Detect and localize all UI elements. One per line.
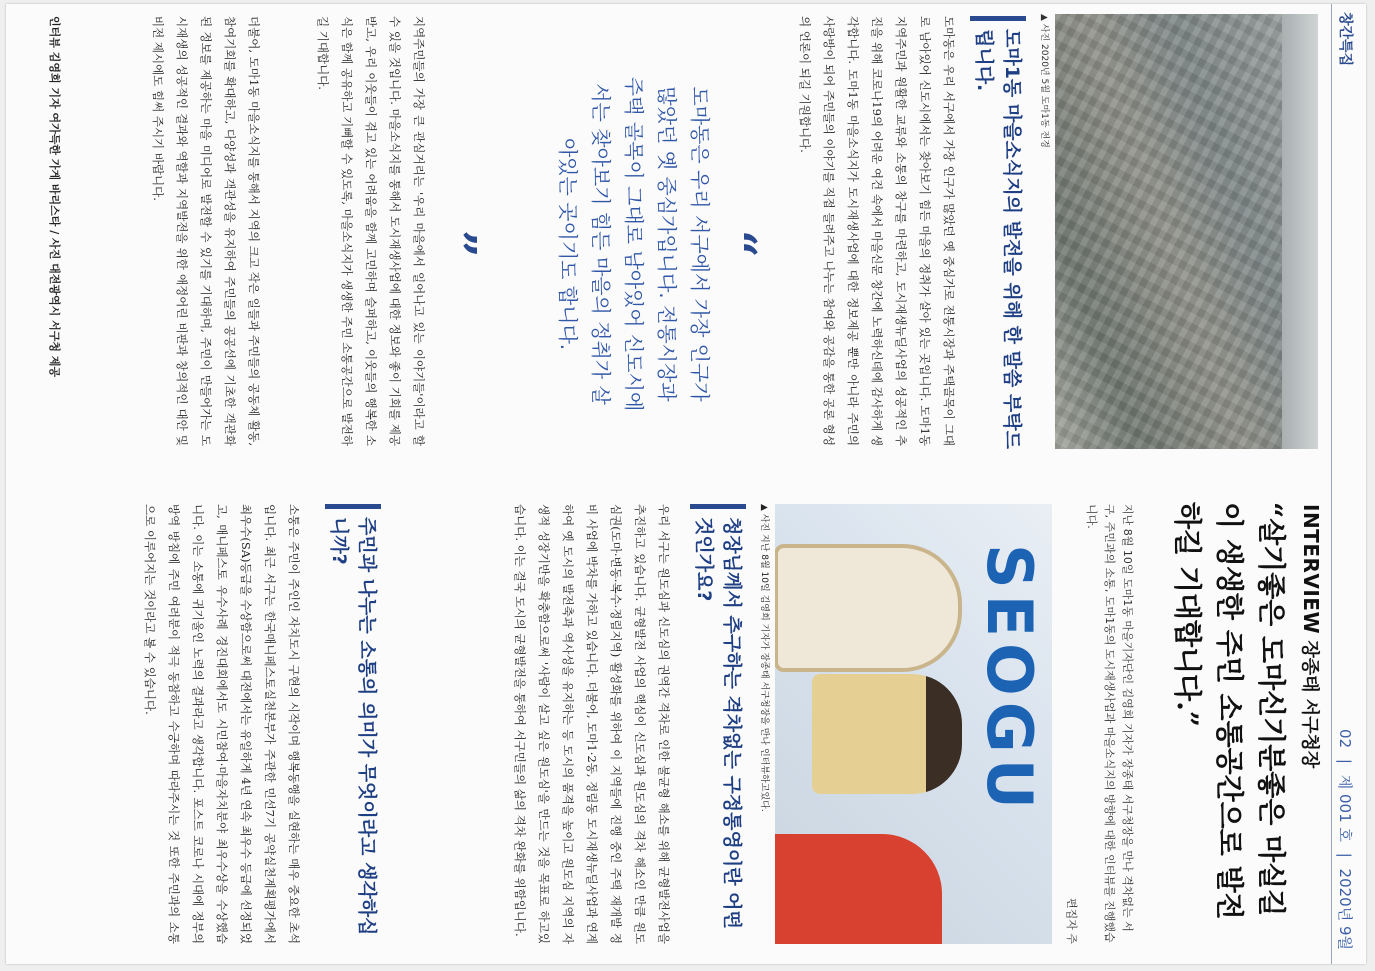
- page-number: 02: [1336, 729, 1354, 749]
- interview-lead: 지난 8월 10일 도마1동 마을기자단인 김영희 기자가 장종태 서구청장을 만나 격차없는 서구, 주민과의 소통, 도마1동의 도시재생사업과 마을소식지의 방향에 대한 인터뷰를 진행했습니다. 편집자 주: [1062, 504, 1136, 944]
- section3-heading: 주민과 나누는 소통의 의미가 무엇이라고 생각하십니까?: [325, 504, 381, 937]
- credit-line: 인터뷰 김영희 기자 여가득한 가게 바리스타 / 사진 대전광역시 서구청 제공: [48, 16, 61, 378]
- section-label: 창간특집: [1337, 12, 1353, 67]
- section1-end: 더불어, 도마1동 마을소식지를 통해서 지역의 크고 작은 일들과 주민들의 공동체 활동, 참여기회를 확대하고, 다양성과 객관성을 유지하여 주민들의 공공선에 기초한 객관화된 정보를 제공하는 마을 미디어로 발전할 수 있기를 기대하며, 주민이 만들어가는 도시재생의 성공적인 결과와 역할과 지역발전을 위한 애정어린 비판과 창의적인 대안 및 비전 제시에도 힘써 주시기 바랍니다.: [151, 16, 261, 446]
- aerial-caption: ▲ 사진 2020년 5월 도마1동 전경: [1039, 14, 1049, 148]
- header-divider: [1331, 4, 1332, 964]
- close-quote-icon: ”: [430, 230, 486, 258]
- interview-label: [1298, 504, 1324, 768]
- section3-body: 소통은 주민이 주인인 자치도시 구현의 시작이며 행복동행을 실현하는 매우 중요한 초석입니다. 최근 서구는 한국매니페스토실천본부가 주관한 민선7기 공약실천계획평가에서 최우수(SA)등급을 수상함으로써 대전에서는 유일하게 4년 연속 최우수 등급에 선정되었고, 매니페스토 우수사례 경진대회에서도 시민참여·마을자치분야 최우수상을 수상했습니다. 이는 소통에 귀기울인 노력의 결과라고 생각합니다. 포스트 코로나 시대에 정부의 방역 방침에 주민 여러분이 적극 동참하고 수긍하며 따라주시는 것 또한 주민과의 소통으로 이루어지는 것이라고 볼 수 있습니다.: [143, 504, 301, 944]
- issue-number: 제 001 호: [1336, 774, 1354, 842]
- open-quote-icon: “: [710, 230, 766, 258]
- issue-date: 2020년 9월: [1336, 868, 1354, 950]
- issue-info: 02 | 제 001 호 | 2020년 9월: [1336, 729, 1354, 950]
- section1-continued: 지역주민들의 가장 큰 관심거리는 '우리 마을에서 일어나고 있는 이야기들'이라고 할 수 있을 것입니다. 마을소식지를 통해서 도시재생사업에 대한 정보와 좋이 기회를 제공 받고, 우리 이웃들이 겪고 있는 어려움을 함께 고민하며 슬퍼하고, 이웃들의 행복한 소식은 함께 공유하고 기뻐할 수 있도록, 마을소식지가 생생한 주민 소통공간으로 발전하길 기대합니다.: [316, 16, 426, 446]
- interview-photo-caption: ▲ 사진 지난 8월 10일 김영희 기자가 장종태 서구청장을 만나 인터뷰하고있다.: [759, 504, 769, 812]
- section1-heading: 도마1동 마을소식지의 발전을 위해 한 말씀 부탁드립니다.: [970, 16, 1026, 449]
- interview-title: “살기좋은 도마신기분좋은 마실길이 생생한 주민 소통공간으로 발전하길 기대합니다.”: [1171, 502, 1288, 920]
- chair-shape: [775, 544, 962, 672]
- section1-body: 도마동은 우리 서구에서 가장 인구가 많았던 옛 중심가로 전통시장과 주택골목이 그대로 남아있어 신도시에서는 찾아보기 힘든 마을의 정취가 살아 있는 곳입니다. 도마1동 지역주민과 원활한 교류와 소통의 창구를 마련하고, 도시재생뉴딜사업의 성공적인 추진을 위해 코로나19의 어려운 여건 속에서 마을신문 창간에 노력하신데에 감사하게 생각합니다. 도마1동 마을소식지가 도시재생사업에 대한 정보제공 뿐만 아니라 주민의 사랑방이 되어 주민들의 이야기를 직접 들려주고 나누는 참여와 공감을 통한 공론 형성의 언론이 되길 기원합니다.: [798, 16, 956, 446]
- interviewee: 장종태 서구청장: [1299, 640, 1320, 769]
- aerial-photo: [1055, 14, 1318, 449]
- reporter-figure: [775, 834, 942, 944]
- section2-heading: 청장님께서 추구하는 격차없는 구정통영이란 어떤 것인가요?: [690, 504, 746, 937]
- pull-quote: 도마동은 우리 서구에서 가장 인구가 많았던 옛 중심가입니다. 전통시장과 주택 골목이 그대로 남아있어 신도시에서는 찾아보기 힘든 마을의 정취가 살아있는 곳이기도 합니다.: [556, 76, 712, 412]
- interview-tag: INTERVIEW: [1299, 504, 1323, 635]
- interview-photo: [775, 504, 1052, 944]
- page-content: [6, 4, 1366, 964]
- seogu-sign: SEOGU: [973, 544, 1046, 815]
- editor-note: 편집자 주: [1065, 897, 1078, 944]
- page-header: [1330, 4, 1360, 964]
- mayor-figure: [812, 674, 962, 794]
- magazine-page: [6, 4, 1366, 964]
- section2-body: 우리 서구는 원도심과 신도심의 권역간 격차로 인한 불균형 해소를 위해 균형발전사업을 추진하고 있습니다. 균형발전 사업의 핵심이 신도심과 원도심의 격차 해소인 만큼 원도심권(도마·변동·복수·정림지역) 활성화를 위하여 이 지역들에 진행 중인 주택 재개발 정비 사업에 박차를 가하고 있습니다. 더불어, 도마1·2동, 정림동 도시재생뉴딜사업과 연계하여 옛 도시의 발전축과 역사성을 유지하는 등 도시의 품격을 높이고 원도심 지역의 자생적 성장기반을 확충함으로써 '사람이 살고 싶은 원도심'을 만드는 것을 목표로 하고있습니다. 이는 결국 도시의 균형발전을 통하여 서구민들의 삶의 격차 완화를 위함입니다.: [513, 504, 671, 944]
